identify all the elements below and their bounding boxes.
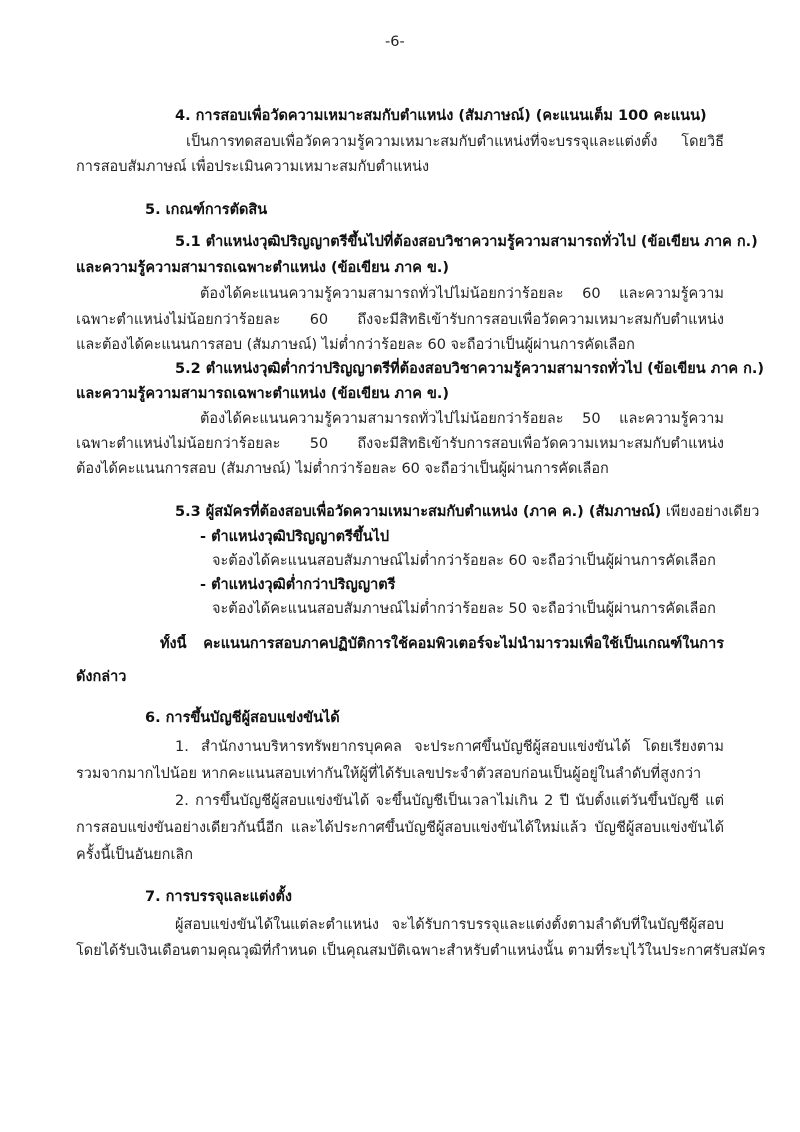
- paragraph-line: การสอบสัมภาษณ์ เพื่อประเมินความเหมาะสมกับตำแหน่ง: [76, 159, 430, 175]
- note-line: ทั้งนี้ คะแนนการสอบภาคปฏิบัติการใช้คอมพิวเตอร์จะไม่นำมารวมเพื่อใช้เป็นเกณฑ์ในการ: [160, 636, 724, 652]
- section-5-1-heading: 5.1 ตำแหน่งวุฒิปริญญาตรีขึ้นไปที่ต้องสอบวิชาความรู้ความสามารถทั่วไป (ข้อเขียน ภาค ก.): [175, 234, 758, 250]
- criteria-item-text: จะต้องได้คะแนนสอบสัมภาษณ์ไม่ต่ำกว่าร้อยละ 60 จะถือว่าเป็นผู้ผ่านการคัดเลือก: [212, 553, 716, 569]
- paragraph-line: รวมจากมากไปน้อย หากคะแนนสอบเท่ากันให้ผู้ที่ได้รับเลขประจำตัวสอบก่อนเป็นผู้อยู่ในลำดับที่สูงกว่า: [76, 766, 702, 782]
- paragraph-line: เฉพาะตำแหน่งไม่น้อยกว่าร้อยละ 60 ถึงจะมีสิทธิเข้ารับการสอบเพื่อวัดความเหมาะสมกับตำแหน่ง: [76, 312, 724, 328]
- section-5-3-title: 5.3 ผู้สมัครที่ต้องสอบเพื่อวัดความเหมาะสมกับตำแหน่ง (ภาค ค.) (สัมภาษณ์): [175, 504, 662, 520]
- section-4-heading: 4. การสอบเพื่อวัดความเหมาะสมกับตำแหน่ง (สัมภาษณ์) (คะแนนเต็ม 100 คะแนน): [175, 108, 707, 124]
- section-6-heading: 6. การขึ้นบัญชีผู้สอบแข่งขันได้: [145, 710, 340, 726]
- paragraph-line: ผู้สอบแข่งขันได้ในแต่ละตำแหน่ง จะได้รับการบรรจุและแต่งตั้งตามลำดับที่ในบัญชีผู้สอบ: [175, 917, 724, 933]
- page-number: -6-: [385, 34, 405, 50]
- paragraph-line: โดยได้รับเงินเดือนตามคุณวุฒิที่กำหนด เป็นคุณสมบัติเฉพาะสำหรับตำแหน่งนั้น ตามที่ระบุไว้ในประกาศรับสมัคร: [76, 943, 766, 959]
- paragraph-line: ต้องได้คะแนนความรู้ความสามารถทั่วไปไม่น้อยกว่าร้อยละ 50 และความรู้ความ: [200, 411, 724, 427]
- paragraph-line: ต้องได้คะแนนความรู้ความสามารถทั่วไปไม่น้อยกว่าร้อยละ 60 และความรู้ความ: [200, 286, 724, 302]
- note-line: ดังกล่าว: [76, 669, 127, 685]
- section-7-heading: 7. การบรรจุและแต่งตั้ง: [145, 889, 292, 905]
- section-5-3-tail: เพียงอย่างเดียว: [661, 504, 760, 520]
- paragraph-line: ต้องได้คะแนนการสอบ (สัมภาษณ์) ไม่ต่ำกว่าร้อยละ 60 จะถือว่าเป็นผู้ผ่านการคัดเลือก: [76, 461, 609, 477]
- section-5-3-heading: [175, 502, 759, 522]
- criteria-item-text: จะต้องได้คะแนนสอบสัมภาษณ์ไม่ต่ำกว่าร้อยละ 50 จะถือว่าเป็นผู้ผ่านการคัดเลือก: [212, 601, 716, 617]
- section-5-2-heading-cont: และความรู้ความสามารถเฉพาะตำแหน่ง (ข้อเขียน ภาค ข.): [76, 386, 450, 402]
- paragraph-line: 1. สำนักงานบริหารทรัพยากรบุคคล จะประกาศขึ้นบัญชีผู้สอบแข่งขันได้ โดยเรียงตาม: [175, 739, 724, 755]
- paragraph-line: และต้องได้คะแนนการสอบ (สัมภาษณ์) ไม่ต่ำกว่าร้อยละ 60 จะถือว่าเป็นผู้ผ่านการคัดเลือก: [76, 337, 635, 353]
- section-5-heading: 5. เกณฑ์การตัดสิน: [145, 202, 268, 218]
- paragraph-line: เป็นการทดสอบเพื่อวัดความรู้ความเหมาะสมกับตำแหน่งที่จะบรรจุและแต่งตั้ง โดยวิธี: [186, 134, 724, 150]
- criteria-item-label: - ตำแหน่งวุฒิต่ำกว่าปริญญาตรี: [200, 577, 396, 593]
- section-5-2-heading: 5.2 ตำแหน่งวุฒิต่ำกว่าปริญญาตรีที่ต้องสอบวิชาความรู้ความสามารถทั่วไป (ข้อเขียน ภาค ก.): [175, 361, 765, 377]
- section-5-1-heading-cont: และความรู้ความสามารถเฉพาะตำแหน่ง (ข้อเขียน ภาค ข.): [76, 260, 450, 276]
- paragraph-line: 2. การขึ้นบัญชีผู้สอบแข่งขันได้ จะขึ้นบัญชีเป็นเวลาไม่เกิน 2 ปี นับตั้งแต่วันขึ้นบัญชี แต่: [175, 793, 724, 809]
- criteria-item-label: - ตำแหน่งวุฒิปริญญาตรีขึ้นไป: [200, 529, 390, 545]
- paragraph-line: ครั้งนี้เป็นอันยกเลิก: [76, 847, 194, 863]
- paragraph-line: การสอบแข่งขันอย่างเดียวกันนี้อีก และได้ประกาศขึ้นบัญชีผู้สอบแข่งขันได้ใหม่แล้ว บัญชีผู้สอบแข่งขันได้: [76, 820, 724, 836]
- paragraph-line: เฉพาะตำแหน่งไม่น้อยกว่าร้อยละ 50 ถึงจะมีสิทธิเข้ารับการสอบเพื่อวัดความเหมาะสมกับตำแหน่ง: [76, 436, 724, 452]
